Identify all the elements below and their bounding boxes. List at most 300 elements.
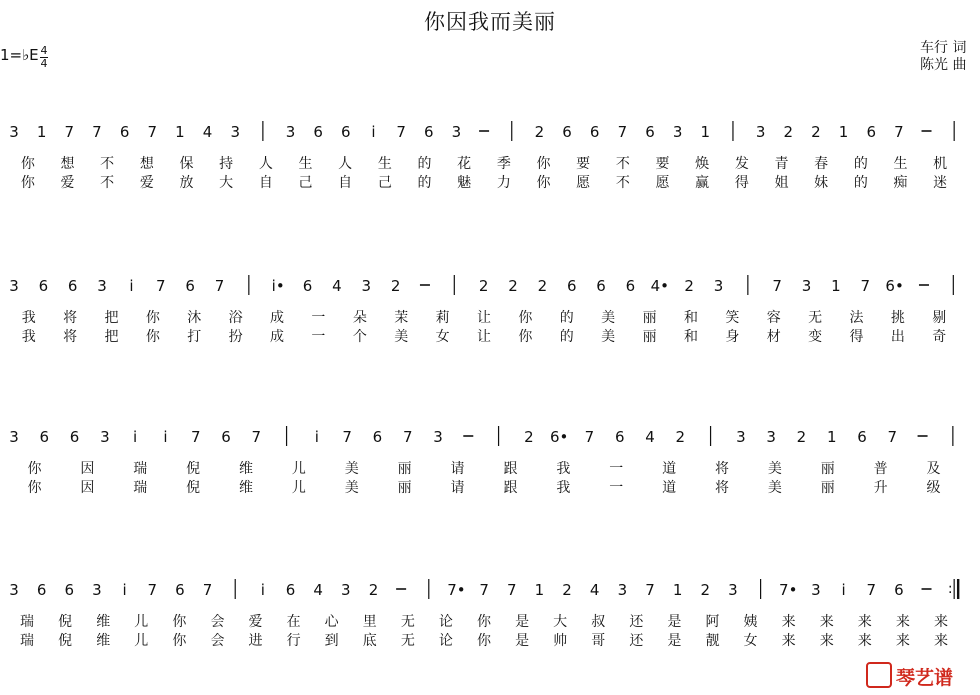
lyric-verse2: 会 — [210, 633, 225, 649]
note: 1 — [838, 123, 849, 141]
lyric-verse2: 丽 — [397, 480, 412, 496]
lyric-verse2: 愿 — [655, 175, 670, 191]
lyric-verse2: 女 — [743, 633, 758, 649]
lyric-verse1: 不 — [615, 156, 630, 172]
lyric-verse1: 阿 — [705, 614, 720, 630]
note: 7 — [147, 123, 158, 141]
lyric-verse1: 生 — [893, 156, 908, 172]
lyric-verse2: 儿 — [291, 480, 306, 496]
lyric-verse2: 自 — [258, 175, 273, 191]
lyric-verse1: 人 — [338, 156, 353, 172]
lyric-verse1: 还 — [629, 614, 644, 630]
lyric-verse1: 剔 — [932, 310, 947, 326]
lyric-verse1: 是 — [515, 614, 530, 630]
lyric-verse2: 的 — [559, 329, 574, 345]
lyric-verse1: 姨 — [743, 614, 758, 630]
note: 3 — [755, 123, 766, 141]
lyric-verse2: 姐 — [774, 175, 789, 191]
note: 7 — [155, 277, 166, 295]
lyric-verse2: 进 — [248, 633, 263, 649]
note: 6• — [885, 277, 904, 295]
lyric-verse1: 不 — [100, 156, 115, 172]
lyric-verse1: 人 — [258, 156, 273, 172]
lyric-verse1: 焕 — [695, 156, 710, 172]
lyric-verse2: 痴 — [893, 175, 908, 191]
lyric-verse2: 爱 — [60, 175, 75, 191]
note: 4 — [332, 277, 342, 295]
note: 3 — [433, 428, 443, 446]
lyric-verse1: 一 — [609, 461, 624, 477]
lyric-verse2: 你 — [536, 175, 551, 191]
lyric-verse1: 来 — [933, 614, 948, 630]
lyric-verse1: 因 — [80, 461, 95, 477]
lyric-verse1: 的 — [417, 156, 432, 172]
lyric-verse2: 得 — [734, 175, 749, 191]
note: 2 — [562, 581, 572, 599]
note: i — [841, 581, 846, 599]
lyric-verse2: 愿 — [576, 175, 591, 191]
note: 1 — [831, 277, 841, 295]
lyric-verse2: 倪 — [58, 633, 73, 649]
lyric-verse1: 机 — [933, 156, 948, 172]
note: i — [129, 277, 134, 295]
note: 6 — [894, 581, 904, 599]
note: 7 — [894, 123, 904, 141]
note: 7 — [506, 581, 517, 599]
note: 2 — [537, 277, 548, 295]
lyric-verse2: 得 — [849, 329, 864, 345]
note: i — [260, 581, 265, 599]
lyric-verse1: 把 — [104, 310, 119, 326]
lyric-verse2: 放 — [179, 175, 194, 191]
lyric-verse2: 请 — [450, 480, 465, 496]
lyric-verse1: 丽 — [642, 310, 657, 326]
note: 1 — [672, 581, 683, 599]
lyric-verse1: 浴 — [228, 310, 243, 326]
note: 6 — [67, 277, 78, 295]
lyric-verse1: 来 — [781, 614, 796, 630]
note: 4 — [313, 581, 323, 599]
lyric-verse2: 来 — [819, 633, 834, 649]
lyric-verse2: 打 — [187, 329, 202, 345]
lyric-verse1: 你 — [20, 156, 35, 172]
lyric-verse1: 你 — [518, 310, 533, 326]
lyric-verse1: 让 — [477, 310, 491, 326]
note: 7 — [64, 123, 75, 141]
site-logo — [866, 662, 953, 690]
lyric-verse1: 来 — [895, 614, 910, 630]
lyric-verse1: 叔 — [591, 614, 606, 630]
note: 6 — [119, 123, 130, 141]
note: 6 — [64, 581, 75, 599]
logo-icon — [866, 662, 892, 688]
lyric-verse1: 我 — [21, 310, 36, 326]
lyric-verse2: 哥 — [591, 633, 606, 649]
song-title: 你因我而美丽 — [424, 10, 556, 34]
lyric-verse1: 生 — [377, 156, 392, 172]
note: 2 — [534, 123, 545, 141]
note: 7 — [402, 428, 413, 446]
note: 1 — [175, 123, 185, 141]
lyric-verse1: 一 — [311, 310, 326, 326]
lyric-verse2: 我 — [556, 480, 571, 496]
lyric-verse2: 身 — [725, 329, 740, 345]
note: 3 — [97, 277, 107, 295]
note: 3 — [92, 581, 102, 599]
note: 2 — [684, 277, 694, 295]
note: 3 — [361, 277, 372, 295]
lyric-verse1: 倪 — [58, 614, 73, 630]
lyric-verse2: 的 — [853, 175, 868, 191]
lyric-verse2: 材 — [766, 329, 781, 345]
note: 6 — [625, 277, 636, 295]
lyric-verse2: 将 — [715, 480, 729, 496]
note: 6 — [562, 123, 572, 141]
lyric-verse2: 和 — [683, 329, 698, 345]
composer-credit: 陈光 曲 — [920, 57, 967, 73]
lyric-verse1: 美 — [344, 461, 359, 477]
lyric-verse2: 你 — [145, 329, 160, 345]
note: 7 — [92, 123, 102, 141]
lyric-verse1: 你 — [27, 461, 42, 477]
note: 1 — [36, 123, 47, 141]
note: 7 — [584, 428, 595, 446]
lyric-verse1: 季 — [496, 156, 511, 172]
lyric-verse1: 来 — [819, 614, 834, 630]
lyric-verse1: 儿 — [291, 461, 306, 477]
note: 3 — [736, 428, 746, 446]
lyric-verse2: 你 — [172, 633, 187, 649]
time-bottom: 4 — [40, 57, 48, 70]
note: 7 — [479, 581, 489, 599]
lyric-verse2: 靓 — [705, 633, 720, 649]
lyric-verse2: 丽 — [820, 480, 835, 496]
lyric-verse1: 在 — [286, 614, 301, 630]
lyric-verse1: 心 — [324, 614, 339, 630]
note: 1 — [826, 428, 837, 446]
note: 3 — [713, 277, 724, 295]
lyric-verse2: 我 — [21, 329, 36, 345]
lyric-verse1: 法 — [849, 310, 864, 326]
note: i — [122, 581, 127, 599]
lyric-verse2: 出 — [890, 329, 905, 345]
lyric-verse1: 你 — [172, 614, 187, 630]
lyric-verse2: 美 — [767, 480, 782, 496]
lyric-verse2: 倪 — [186, 480, 201, 496]
note: 3 — [672, 123, 683, 141]
lyric-verse1: 你 — [477, 614, 491, 630]
lyric-verse1: 将 — [715, 461, 729, 477]
lyric-verse2: 是 — [667, 633, 682, 649]
lyric-verse1: 你 — [145, 310, 160, 326]
note: 3 — [811, 581, 821, 599]
lyric-verse1: 里 — [362, 614, 377, 630]
lyric-verse1: 美 — [601, 310, 616, 326]
note: 6 — [596, 277, 606, 295]
note: 6 — [185, 277, 195, 295]
lyric-verse2: 行 — [286, 633, 301, 649]
lyric-verse2: 你 — [477, 633, 491, 649]
lyric-verse1: 将 — [63, 310, 78, 326]
lyric-verse2: 还 — [629, 633, 644, 649]
lyric-verse1: 大 — [553, 614, 568, 630]
note: 1 — [534, 581, 545, 599]
note: 3 — [341, 581, 351, 599]
lyric-verse1: 维 — [96, 614, 111, 630]
lyric-verse1: 我 — [556, 461, 571, 477]
lyric-verse2: 道 — [662, 480, 677, 496]
note: 3 — [728, 581, 738, 599]
lyric-verse1: 莉 — [435, 310, 450, 326]
lyric-verse2: 瑞 — [20, 633, 35, 649]
lyric-verse2: 儿 — [134, 633, 149, 649]
note: 6 — [566, 277, 577, 295]
note: 2 — [675, 428, 686, 446]
note: 7 — [214, 277, 225, 295]
lyric-verse2: 来 — [857, 633, 872, 649]
note: 7 — [866, 581, 876, 599]
note: 7 — [887, 428, 898, 446]
note: 6 — [175, 581, 185, 599]
lyric-verse1: 茉 — [394, 310, 409, 326]
note: 3 — [9, 428, 19, 446]
lyric-verse1: 容 — [766, 310, 781, 326]
note: 2 — [390, 277, 401, 295]
lyric-verse2: 把 — [104, 329, 119, 345]
note: 6• — [549, 428, 569, 446]
logo-text: 琴艺谱 — [896, 667, 954, 689]
lyric-verse2: 维 — [239, 480, 253, 496]
lyric-verse2: 你 — [20, 175, 35, 191]
note: 2 — [783, 123, 794, 141]
lyric-verse1: 道 — [662, 461, 677, 477]
lyric-verse2: 瑞 — [133, 480, 148, 496]
lyric-verse2: 自 — [338, 175, 353, 191]
note: 6 — [341, 123, 351, 141]
lyric-verse1: 你 — [536, 156, 551, 172]
lyric-verse2: 一 — [311, 329, 326, 345]
lyric-verse1: 想 — [60, 156, 75, 172]
note: 3 — [451, 123, 462, 141]
lyric-verse2: 来 — [781, 633, 796, 649]
note: 6 — [424, 123, 434, 141]
note: 7 — [396, 123, 406, 141]
note: 6 — [614, 428, 625, 446]
lyric-verse2: 成 — [270, 329, 285, 345]
note: 7 — [202, 581, 213, 599]
note: 6 — [302, 277, 313, 295]
lyric-verse2: 将 — [63, 329, 78, 345]
lyricist-credit: 车行 词 — [920, 40, 967, 56]
lyric-verse1: 丽 — [820, 461, 835, 477]
note: 3 — [9, 581, 19, 599]
note: 3 — [801, 277, 812, 295]
lyric-verse2: 力 — [496, 175, 511, 191]
lyric-verse2: 扮 — [228, 329, 243, 345]
note: 7 — [251, 428, 262, 446]
lyric-verse1: 成 — [270, 310, 285, 326]
lyric-verse2: 不 — [615, 175, 630, 191]
time-top: 4 — [40, 44, 48, 57]
note: 2 — [508, 277, 518, 295]
note: 3 — [285, 123, 296, 141]
note: 3 — [100, 428, 110, 446]
lyric-verse1: 请 — [450, 461, 465, 477]
lyric-verse2: 底 — [362, 633, 377, 649]
note: 7 — [342, 428, 352, 446]
lyric-verse2: 个 — [352, 329, 367, 345]
lyric-verse1: 瑞 — [133, 461, 148, 477]
note: 6 — [589, 123, 600, 141]
note: 3 — [230, 123, 240, 141]
lyric-verse1: 要 — [576, 156, 591, 172]
lyric-verse2: 己 — [298, 175, 313, 191]
lyric-verse2: 美 — [601, 329, 616, 345]
lyric-verse2: 来 — [895, 633, 910, 649]
lyric-verse1: 来 — [857, 614, 872, 630]
note: 4 — [589, 581, 600, 599]
note: 7 — [645, 581, 655, 599]
lyric-verse2: 一 — [609, 480, 624, 496]
lyric-verse1: 会 — [210, 614, 225, 630]
note: 6 — [39, 428, 50, 446]
lyric-verse2: 是 — [515, 633, 530, 649]
note: 7 — [190, 428, 201, 446]
lyric-verse2: 赢 — [695, 175, 710, 191]
lyric-verse2: 魅 — [457, 175, 472, 191]
lyric-verse1: 花 — [457, 156, 472, 172]
lyric-verse1: 论 — [438, 614, 453, 630]
lyric-verse2: 到 — [324, 633, 339, 649]
lyric-verse1: 持 — [219, 156, 234, 172]
note: 6 — [372, 428, 383, 446]
lyric-verse1: 和 — [683, 310, 698, 326]
lyric-verse2: 妹 — [814, 175, 829, 191]
note: i — [371, 123, 376, 141]
note: 6 — [645, 123, 655, 141]
lyric-verse1: 是 — [667, 614, 682, 630]
note: 7 — [617, 123, 628, 141]
lyric-verse1: 沐 — [187, 310, 202, 326]
lyric-verse2: 不 — [100, 175, 115, 191]
lyric-verse2: 丽 — [642, 329, 657, 345]
note: i — [133, 428, 138, 446]
lyric-verse2: 变 — [808, 329, 823, 345]
lyric-verse1: 发 — [734, 156, 749, 172]
note: 4 — [645, 428, 655, 446]
lyric-verse2: 级 — [926, 480, 941, 496]
lyric-verse1: 的 — [853, 156, 868, 172]
note: 7 — [860, 277, 871, 295]
lyric-verse1: 儿 — [134, 614, 149, 630]
lyric-verse2: 美 — [394, 329, 409, 345]
lyric-verse2: 爱 — [139, 175, 154, 191]
lyric-verse2: 女 — [435, 329, 450, 345]
note: 3 — [617, 581, 628, 599]
lyric-verse2: 升 — [873, 480, 888, 496]
note: 6 — [285, 581, 296, 599]
lyric-verse1: 维 — [239, 461, 253, 477]
lyric-verse2: 因 — [80, 480, 95, 496]
lyric-verse1: 丽 — [397, 461, 412, 477]
repeat-dots: : — [947, 581, 953, 597]
lyric-verse1: 普 — [873, 461, 888, 477]
note: 6 — [857, 428, 867, 446]
lyric-verse1: 爱 — [248, 614, 263, 630]
lyric-verse2: 奇 — [932, 329, 947, 345]
lyric-verse1: 朵 — [352, 310, 367, 326]
lyric-verse1: 挑 — [890, 310, 905, 326]
lyric-verse2: 来 — [933, 633, 948, 649]
note: 2 — [524, 428, 534, 446]
lyric-verse2: 帅 — [553, 633, 568, 649]
note: 2 — [368, 581, 379, 599]
note: 7• — [447, 581, 466, 599]
note: 6 — [38, 277, 49, 295]
note: 6 — [69, 428, 80, 446]
lyric-verse2: 论 — [438, 633, 453, 649]
note: i — [163, 428, 168, 446]
lyric-verse1: 想 — [139, 156, 154, 172]
note: 3 — [9, 277, 19, 295]
lyric-verse2: 维 — [96, 633, 111, 649]
lyric-verse2: 让 — [477, 329, 491, 345]
note: 2 — [811, 123, 821, 141]
lyric-verse2: 美 — [344, 480, 359, 496]
lyric-verse2: 你 — [518, 329, 533, 345]
note: 2 — [478, 277, 489, 295]
note: 6 — [866, 123, 876, 141]
lyric-verse1: 春 — [814, 156, 829, 172]
lyric-verse2: 你 — [27, 480, 42, 496]
lyric-verse1: 跟 — [503, 461, 518, 477]
lyric-verse1: 无 — [808, 310, 823, 326]
lyric-verse1: 笑 — [725, 310, 740, 326]
note: i• — [271, 277, 285, 295]
note: 6 — [36, 581, 47, 599]
note: 3 — [9, 123, 19, 141]
lyric-verse2: 己 — [377, 175, 392, 191]
lyric-verse1: 美 — [767, 461, 782, 477]
lyric-verse1: 无 — [400, 614, 415, 630]
note: 1 — [700, 123, 711, 141]
note: 6 — [221, 428, 231, 446]
note: 2 — [796, 428, 807, 446]
note: 7 — [147, 581, 158, 599]
lyric-verse1: 的 — [559, 310, 574, 326]
lyric-verse1: 青 — [774, 156, 789, 172]
note: i — [314, 428, 319, 446]
lyric-verse1: 倪 — [186, 461, 201, 477]
lyric-verse1: 及 — [926, 461, 941, 477]
note: 2 — [700, 581, 711, 599]
lyric-verse1: 保 — [179, 156, 194, 172]
note: 4 — [202, 123, 213, 141]
key-signature: 1=♭E — [0, 46, 39, 64]
note: 6 — [313, 123, 323, 141]
note: 4• — [650, 277, 669, 295]
lyric-verse2: 迷 — [933, 175, 948, 191]
lyric-verse1: 瑞 — [20, 614, 35, 630]
lyric-verse2: 无 — [400, 633, 415, 649]
note: 7 — [772, 277, 782, 295]
lyric-verse2: 跟 — [503, 480, 518, 496]
lyric-verse1: 要 — [655, 156, 670, 172]
note: 3 — [766, 428, 776, 446]
lyric-verse2: 大 — [219, 175, 234, 191]
lyric-verse1: 生 — [298, 156, 313, 172]
note: 7• — [779, 581, 798, 599]
